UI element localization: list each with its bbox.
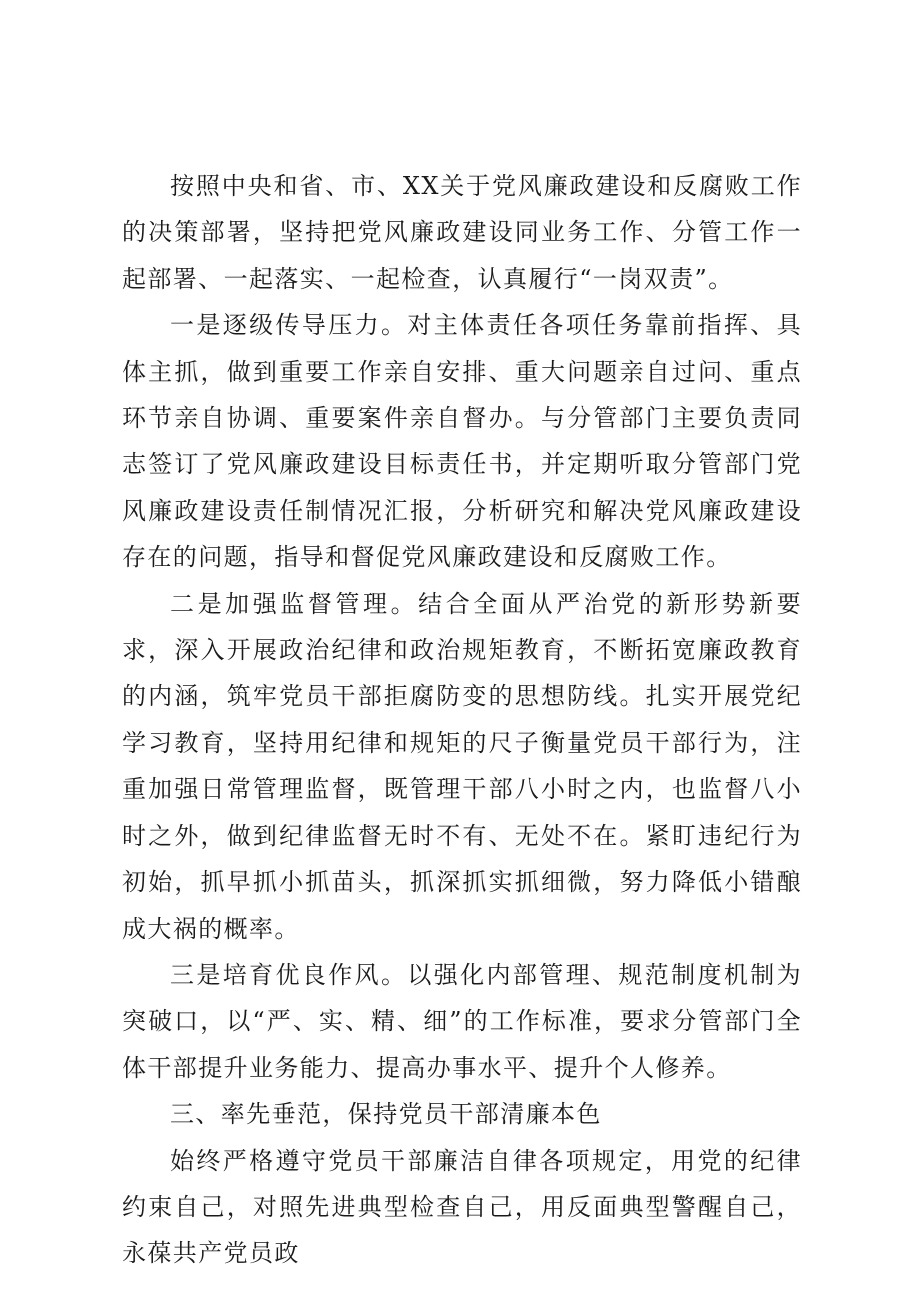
paragraph-section-three-body: 始终严格遵守党员干部廉洁自律各项规定，用党的纪律约束自己，对照先进典型检查自己，用反面典型警醒自己，永葆共产党员政 <box>122 1146 802 1268</box>
paragraph-item-three: 三是培育优良作风。以强化内部管理、规范制度机制为突破口，以“严、实、精、细”的工作标准，要求分管部门全体干部提升业务能力、提高办事水平、提升个人修养。 <box>122 960 802 1082</box>
paragraph-item-two: 二是加强监督管理。结合全面从严治党的新形势新要求，深入开展政治纪律和政治规矩教育，不断拓宽廉政教育的内涵，筑牢党员干部拒腐防变的思想防线。扎实开展党纪学习教育，坚持用纪律和规矩的尺子衡量党员干部行为，注重加强日常管理监督，既管理干部八小时之内，也监督八小时之外，做到纪律监督无时不有、无处不在。紧盯违纪行为初始，抓早抓小抓苗头，抓深抓实抓细微，努力降低小错酿成大祸的概率。 <box>122 589 802 943</box>
paragraph-intro: 按照中央和省、市、XX关于党风廉政建设和反腐败工作的决策部署，坚持把党风廉政建设同业务工作、分管工作一起部署、一起落实、一起检查，认真履行“一岗双责”。 <box>122 172 802 293</box>
section-heading-three: 三、率先垂范，保持党员干部清廉本色 <box>170 1100 602 1129</box>
document-body <box>122 163 802 1277</box>
paragraph-item-one: 一是逐级传导压力。对主体责任各项任务靠前指挥、具体主抓，做到重要工作亲自安排、重大问题亲自过问、重点环节亲自协调、重要案件亲自督办。与分管部门主要负责同志签订了党风廉政建设目标责任书，并定期听取分管部门党风廉政建设责任制情况汇报，分析研究和解决党风廉政建设存在的问题，指导和督促党风廉政建设和反腐败工作。 <box>122 311 802 572</box>
